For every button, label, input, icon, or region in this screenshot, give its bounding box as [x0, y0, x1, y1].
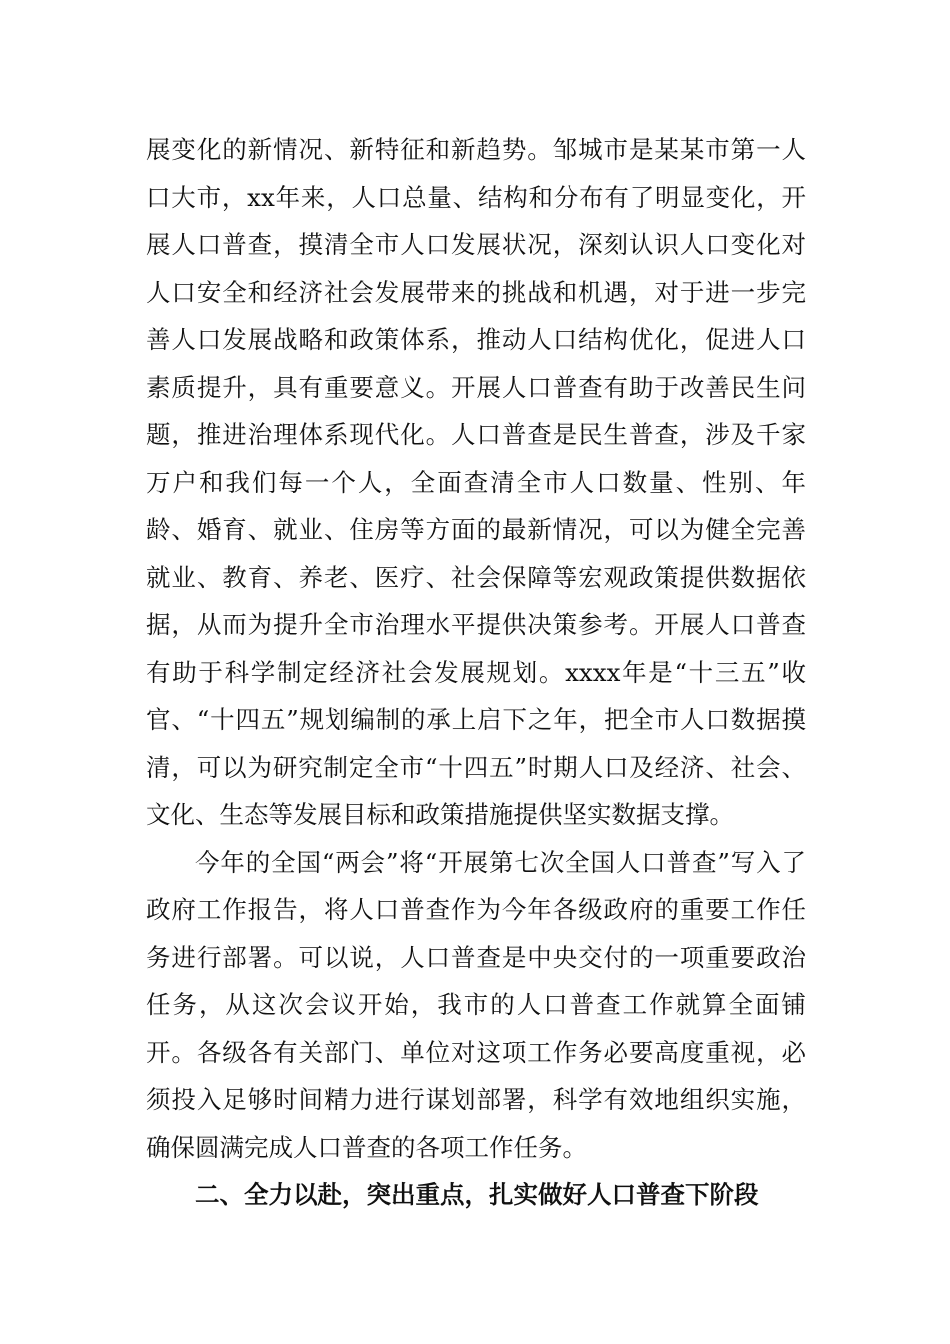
document-body: [146, 126, 806, 1219]
section-heading: 二、全力以赴，突出重点，扎实做好人口普查下阶段: [195, 1180, 759, 1209]
paragraph-two-sessions: 今年的全国“两会”将“开展第七次全国人口普查”写入了政府工作报告，将人口普查作为今年各级政府的重要工作任务进行部署。可以说，人口普查是中央交付的一项重要政治任务，从这次会议开始，我市的人口普查工作就算全面铺开。各级各有关部门、单位对这项工作务必要高度重视，必须投入足够时间精力进行谋划部署，科学有效地组织实施，确保圆满完成人口普查的各项工作任务。: [146, 847, 806, 1162]
paragraph-continuation: 展变化的新情况、新特征和新趋势。邹城市是某某市第一人口大市，xx年来，人口总量、结构和分布有了明显变化，开展人口普查，摸清全市人口发展状况，深刻认识人口变化对人口安全和经济社会发展带来的挑战和机遇，对于进一步完善人口发展战略和政策体系，推动人口结构优化，促进人口素质提升，具有重要意义。开展人口普查有助于改善民生问题，推进治理体系现代化。人口普查是民生普查，涉及千家万户和我们每一个人，全面查清全市人口数量、性别、年龄、婚育、就业、住房等方面的最新情况，可以为健全完善就业、教育、养老、医疗、社会保障等宏观政策提供数据依据，从而为提升全市治理水平提供决策参考。开展人口普查有助于科学制定经济社会发展规划。xxxx年是“十三五”收官、“十四五”规划编制的承上启下之年，把全市人口数据摸清，可以为研究制定全市“十四五”时期人口及经济、社会、文化、生态等发展目标和政策措施提供坚实数据支撑。: [146, 135, 806, 829]
